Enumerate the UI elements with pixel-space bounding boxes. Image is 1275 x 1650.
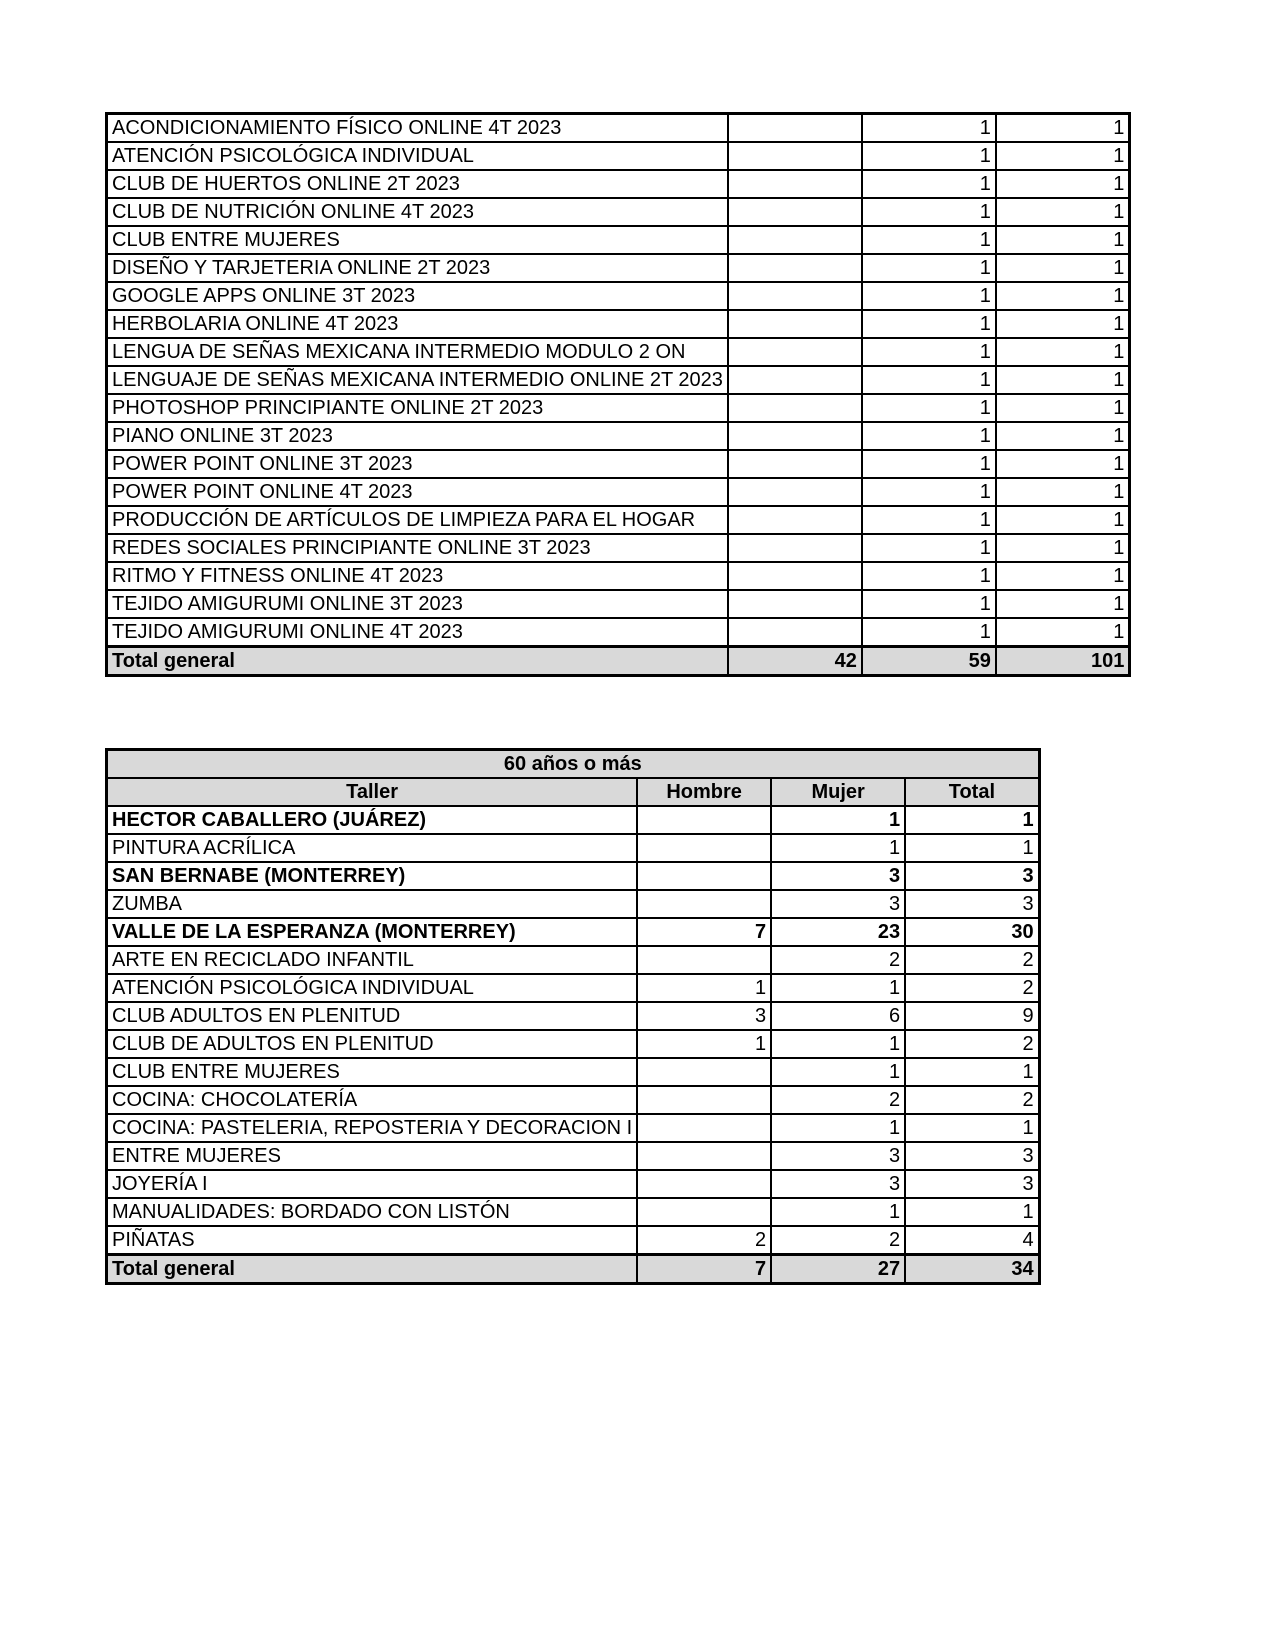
cell-taller: ATENCIÓN PSICOLÓGICA INDIVIDUAL bbox=[107, 142, 728, 170]
cell-taller: ENTRE MUJERES bbox=[107, 1142, 638, 1170]
cell-total: 1 bbox=[905, 806, 1039, 834]
cell-taller: JOYERÍA I bbox=[107, 1170, 638, 1198]
table-row bbox=[107, 862, 1040, 890]
cell-total: 2 bbox=[905, 1086, 1039, 1114]
table-row bbox=[107, 618, 1130, 647]
cell-mujer: 2 bbox=[771, 946, 905, 974]
cell-mujer: 1 bbox=[862, 338, 996, 366]
total-mujer: 59 bbox=[862, 647, 996, 676]
cell-taller: PIANO ONLINE 3T 2023 bbox=[107, 422, 728, 450]
cell-taller: RITMO Y FITNESS ONLINE 4T 2023 bbox=[107, 562, 728, 590]
cell-mujer: 2 bbox=[771, 1226, 905, 1255]
table-row bbox=[107, 170, 1130, 198]
cell-mujer: 1 bbox=[771, 1198, 905, 1226]
cell-hombre bbox=[728, 478, 862, 506]
cell-hombre: 1 bbox=[637, 1030, 771, 1058]
table-60-plus bbox=[105, 748, 1041, 1285]
header-row bbox=[107, 778, 1040, 806]
table-row bbox=[107, 1058, 1040, 1086]
cell-taller: CLUB ADULTOS EN PLENITUD bbox=[107, 1002, 638, 1030]
cell-mujer: 1 bbox=[862, 226, 996, 254]
cell-mujer: 23 bbox=[771, 918, 905, 946]
cell-taller: POWER POINT ONLINE 4T 2023 bbox=[107, 478, 728, 506]
cell-mujer: 2 bbox=[771, 1086, 905, 1114]
cell-hombre bbox=[637, 1198, 771, 1226]
cell-hombre bbox=[728, 142, 862, 170]
cell-total: 30 bbox=[905, 918, 1039, 946]
cell-taller: PINTURA ACRÍLICA bbox=[107, 834, 638, 862]
table-body bbox=[107, 114, 1130, 676]
cell-total: 1 bbox=[905, 1198, 1039, 1226]
table-row bbox=[107, 450, 1130, 478]
total-hombre: 7 bbox=[637, 1255, 771, 1284]
table-row bbox=[107, 506, 1130, 534]
cell-taller: DISEÑO Y TARJETERIA ONLINE 2T 2023 bbox=[107, 254, 728, 282]
cell-total: 1 bbox=[905, 834, 1039, 862]
cell-mujer: 1 bbox=[862, 310, 996, 338]
table-title: 60 años o más bbox=[107, 750, 1040, 779]
table-row bbox=[107, 254, 1130, 282]
cell-hombre bbox=[728, 394, 862, 422]
cell-total: 1 bbox=[996, 254, 1130, 282]
table-row bbox=[107, 1086, 1040, 1114]
cell-total: 4 bbox=[905, 1226, 1039, 1255]
table-row bbox=[107, 338, 1130, 366]
cell-mujer: 1 bbox=[862, 198, 996, 226]
cell-total: 1 bbox=[996, 478, 1130, 506]
header-total: Total bbox=[905, 778, 1039, 806]
table-row bbox=[107, 226, 1130, 254]
header-mujer: Mujer bbox=[771, 778, 905, 806]
cell-total: 2 bbox=[905, 946, 1039, 974]
cell-total: 3 bbox=[905, 1170, 1039, 1198]
cell-mujer: 1 bbox=[771, 1030, 905, 1058]
cell-mujer: 1 bbox=[862, 422, 996, 450]
cell-mujer: 1 bbox=[771, 1058, 905, 1086]
cell-total: 1 bbox=[996, 338, 1130, 366]
total-row bbox=[107, 647, 1130, 676]
cell-mujer: 1 bbox=[862, 478, 996, 506]
cell-hombre bbox=[637, 890, 771, 918]
cell-hombre bbox=[728, 170, 862, 198]
cell-hombre bbox=[728, 590, 862, 618]
cell-hombre: 7 bbox=[637, 918, 771, 946]
cell-hombre bbox=[728, 562, 862, 590]
cell-total: 2 bbox=[905, 1030, 1039, 1058]
cell-taller: TEJIDO AMIGURUMI ONLINE 4T 2023 bbox=[107, 618, 728, 647]
cell-hombre bbox=[728, 226, 862, 254]
cell-taller: SAN BERNABE (MONTERREY) bbox=[107, 862, 638, 890]
table-workshops-continued bbox=[105, 112, 1131, 677]
cell-taller: LENGUAJE DE SEÑAS MEXICANA INTERMEDIO ONLINE 2T 2023 bbox=[107, 366, 728, 394]
cell-mujer: 3 bbox=[771, 890, 905, 918]
cell-taller: COCINA: CHOCOLATERÍA bbox=[107, 1086, 638, 1114]
cell-total: 1 bbox=[996, 590, 1130, 618]
cell-taller: MANUALIDADES: BORDADO CON LISTÓN bbox=[107, 1198, 638, 1226]
cell-hombre bbox=[637, 806, 771, 834]
cell-hombre bbox=[637, 862, 771, 890]
cell-total: 3 bbox=[905, 862, 1039, 890]
table-row bbox=[107, 890, 1040, 918]
cell-total: 1 bbox=[996, 534, 1130, 562]
cell-taller: PHOTOSHOP PRINCIPIANTE ONLINE 2T 2023 bbox=[107, 394, 728, 422]
table-row bbox=[107, 478, 1130, 506]
cell-taller: ARTE EN RECICLADO INFANTIL bbox=[107, 946, 638, 974]
table-row bbox=[107, 918, 1040, 946]
cell-taller: LENGUA DE SEÑAS MEXICANA INTERMEDIO MODULO 2 ON bbox=[107, 338, 728, 366]
cell-hombre bbox=[728, 198, 862, 226]
table-row bbox=[107, 366, 1130, 394]
cell-hombre bbox=[728, 338, 862, 366]
cell-taller: CLUB DE HUERTOS ONLINE 2T 2023 bbox=[107, 170, 728, 198]
cell-taller: ATENCIÓN PSICOLÓGICA INDIVIDUAL bbox=[107, 974, 638, 1002]
cell-hombre bbox=[637, 1170, 771, 1198]
cell-total: 3 bbox=[905, 1142, 1039, 1170]
cell-taller: ACONDICIONAMIENTO FÍSICO ONLINE 4T 2023 bbox=[107, 114, 728, 143]
cell-mujer: 1 bbox=[862, 254, 996, 282]
cell-taller: PIÑATAS bbox=[107, 1226, 638, 1255]
cell-hombre bbox=[728, 282, 862, 310]
cell-mujer: 1 bbox=[862, 366, 996, 394]
cell-taller: CLUB DE NUTRICIÓN ONLINE 4T 2023 bbox=[107, 198, 728, 226]
cell-hombre bbox=[728, 254, 862, 282]
table-row bbox=[107, 806, 1040, 834]
cell-mujer: 1 bbox=[771, 806, 905, 834]
cell-hombre: 3 bbox=[637, 1002, 771, 1030]
table-row bbox=[107, 198, 1130, 226]
cell-hombre bbox=[637, 1142, 771, 1170]
cell-mujer: 1 bbox=[862, 590, 996, 618]
cell-mujer: 3 bbox=[771, 862, 905, 890]
cell-hombre bbox=[637, 834, 771, 862]
cell-total: 1 bbox=[996, 170, 1130, 198]
cell-hombre bbox=[728, 114, 862, 143]
table-row bbox=[107, 282, 1130, 310]
total-label: Total general bbox=[107, 1255, 638, 1284]
cell-total: 1 bbox=[905, 1114, 1039, 1142]
cell-mujer: 1 bbox=[862, 450, 996, 478]
cell-hombre bbox=[637, 1058, 771, 1086]
table-row bbox=[107, 1170, 1040, 1198]
cell-mujer: 1 bbox=[771, 1114, 905, 1142]
cell-total: 1 bbox=[996, 366, 1130, 394]
cell-hombre bbox=[728, 618, 862, 647]
cell-mujer: 3 bbox=[771, 1170, 905, 1198]
table-row bbox=[107, 1226, 1040, 1255]
cell-taller: HECTOR CABALLERO (JUÁREZ) bbox=[107, 806, 638, 834]
cell-taller: GOOGLE APPS ONLINE 3T 2023 bbox=[107, 282, 728, 310]
table-row bbox=[107, 114, 1130, 143]
total-row bbox=[107, 1255, 1040, 1284]
cell-mujer: 1 bbox=[862, 394, 996, 422]
cell-taller: POWER POINT ONLINE 3T 2023 bbox=[107, 450, 728, 478]
cell-total: 1 bbox=[996, 310, 1130, 338]
cell-total: 1 bbox=[996, 618, 1130, 647]
cell-mujer: 3 bbox=[771, 1142, 905, 1170]
cell-total: 1 bbox=[996, 114, 1130, 143]
total-label: Total general bbox=[107, 647, 728, 676]
cell-mujer: 1 bbox=[862, 534, 996, 562]
table-row bbox=[107, 422, 1130, 450]
cell-taller: VALLE DE LA ESPERANZA (MONTERREY) bbox=[107, 918, 638, 946]
cell-total: 1 bbox=[996, 562, 1130, 590]
cell-hombre bbox=[728, 450, 862, 478]
cell-taller: PRODUCCIÓN DE ARTÍCULOS DE LIMPIEZA PARA EL HOGAR bbox=[107, 506, 728, 534]
cell-mujer: 1 bbox=[862, 114, 996, 143]
cell-taller: CLUB ENTRE MUJERES bbox=[107, 226, 728, 254]
table-row bbox=[107, 1002, 1040, 1030]
table-row bbox=[107, 142, 1130, 170]
cell-hombre bbox=[637, 1086, 771, 1114]
table-row bbox=[107, 1114, 1040, 1142]
cell-taller: REDES SOCIALES PRINCIPIANTE ONLINE 3T 2023 bbox=[107, 534, 728, 562]
table-row bbox=[107, 1142, 1040, 1170]
cell-hombre bbox=[637, 946, 771, 974]
table-row bbox=[107, 534, 1130, 562]
header-taller: Taller bbox=[107, 778, 638, 806]
cell-taller: ZUMBA bbox=[107, 890, 638, 918]
cell-total: 3 bbox=[905, 890, 1039, 918]
cell-mujer: 1 bbox=[862, 506, 996, 534]
cell-hombre bbox=[728, 506, 862, 534]
cell-mujer: 1 bbox=[771, 974, 905, 1002]
cell-mujer: 1 bbox=[862, 618, 996, 647]
total-total: 34 bbox=[905, 1255, 1039, 1284]
table-row bbox=[107, 1030, 1040, 1058]
cell-total: 9 bbox=[905, 1002, 1039, 1030]
header-hombre: Hombre bbox=[637, 778, 771, 806]
cell-hombre bbox=[728, 534, 862, 562]
cell-total: 1 bbox=[996, 282, 1130, 310]
cell-hombre bbox=[728, 310, 862, 338]
cell-total: 1 bbox=[996, 450, 1130, 478]
table-row bbox=[107, 1198, 1040, 1226]
table-body bbox=[107, 750, 1040, 1284]
cell-mujer: 1 bbox=[862, 562, 996, 590]
cell-taller: CLUB ENTRE MUJERES bbox=[107, 1058, 638, 1086]
cell-hombre: 1 bbox=[637, 974, 771, 1002]
cell-hombre: 2 bbox=[637, 1226, 771, 1255]
table-row bbox=[107, 562, 1130, 590]
cell-total: 2 bbox=[905, 974, 1039, 1002]
table-title-row bbox=[107, 750, 1040, 779]
table-row bbox=[107, 590, 1130, 618]
cell-taller: COCINA: PASTELERIA, REPOSTERIA Y DECORACION I bbox=[107, 1114, 638, 1142]
cell-hombre bbox=[728, 366, 862, 394]
cell-hombre bbox=[637, 1114, 771, 1142]
cell-mujer: 1 bbox=[771, 834, 905, 862]
cell-total: 1 bbox=[905, 1058, 1039, 1086]
cell-total: 1 bbox=[996, 142, 1130, 170]
table-row bbox=[107, 394, 1130, 422]
cell-total: 1 bbox=[996, 394, 1130, 422]
cell-hombre bbox=[728, 422, 862, 450]
table-row bbox=[107, 946, 1040, 974]
cell-mujer: 1 bbox=[862, 142, 996, 170]
cell-taller: HERBOLARIA ONLINE 4T 2023 bbox=[107, 310, 728, 338]
cell-total: 1 bbox=[996, 506, 1130, 534]
cell-mujer: 6 bbox=[771, 1002, 905, 1030]
table-row bbox=[107, 310, 1130, 338]
table-row bbox=[107, 834, 1040, 862]
cell-total: 1 bbox=[996, 198, 1130, 226]
total-mujer: 27 bbox=[771, 1255, 905, 1284]
total-hombre: 42 bbox=[728, 647, 862, 676]
cell-taller: CLUB DE ADULTOS EN PLENITUD bbox=[107, 1030, 638, 1058]
table-row bbox=[107, 974, 1040, 1002]
cell-total: 1 bbox=[996, 422, 1130, 450]
cell-taller: TEJIDO AMIGURUMI ONLINE 3T 2023 bbox=[107, 590, 728, 618]
cell-mujer: 1 bbox=[862, 170, 996, 198]
cell-total: 1 bbox=[996, 226, 1130, 254]
cell-mujer: 1 bbox=[862, 282, 996, 310]
total-total: 101 bbox=[996, 647, 1130, 676]
